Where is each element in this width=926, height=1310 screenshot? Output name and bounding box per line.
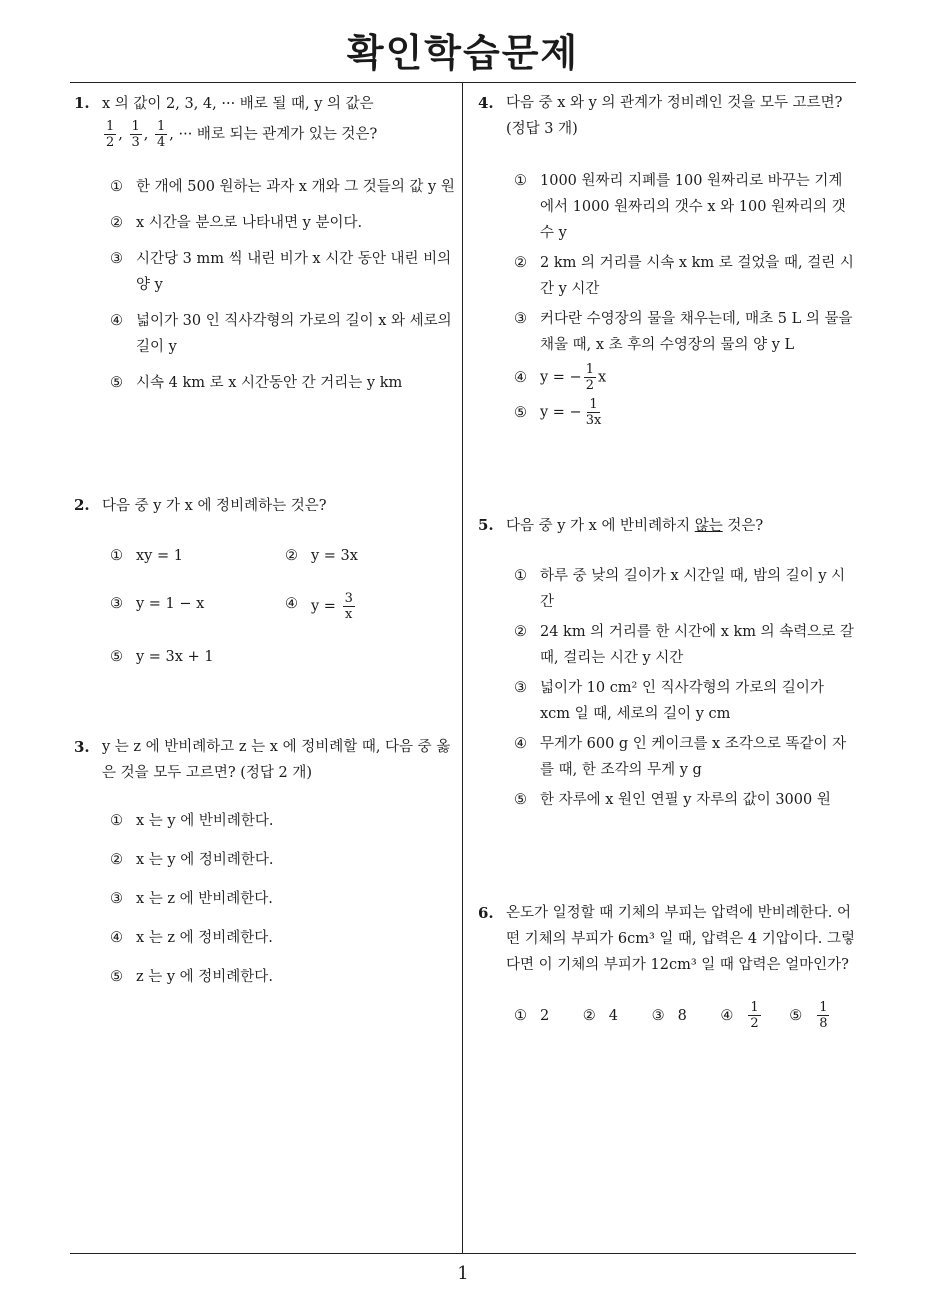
choice-5[interactable]: ⑤ 시속 4 km 로 x 시간동안 간 거리는 y km [110,375,403,391]
top-rule [70,82,856,83]
choice-1[interactable]: ① x 는 y 에 반비례한다. [110,813,274,829]
choice-3[interactable]: ③ 넓이가 10 cm² 인 직사각형의 가로의 길이가 xcm 일 때, 세로의 길이 y cm [514,680,824,722]
choice-3[interactable]: ③ y = 1 − x [110,596,205,612]
choices-row [514,1000,858,1031]
question-6-stem [478,900,858,978]
question-3-stem [74,734,456,786]
stem-text: 다음 중 y 가 x 에 정비례하는 것은? [102,498,327,514]
question-4 [478,90,854,432]
fraction: $\frac{1}{3}$ [131,119,140,150]
question-1-stem [74,90,456,117]
question-6 [478,900,858,1031]
fraction: $\frac{1}{8}$ [819,1000,828,1031]
choice-4[interactable]: ④ y = $\frac{3}{x}$ [285,591,353,622]
choice-3[interactable]: ③ 8 [651,1007,687,1024]
question-number: 2. [74,496,90,514]
fraction: $\frac{1}{3x}$ [585,397,602,428]
choice-4[interactable]: ④ 넓이가 30 인 직사각형의 가로의 길이 x 와 세로의 길이 y [110,313,452,355]
choice-2[interactable]: ② 24 km 의 거리를 한 시간에 x km 의 속력으로 갈 때, 걸리는 시간 y 시간 [514,624,854,666]
question-1 [74,90,456,406]
stem-text: x 의 값이 2, 3, 4, ··· 배로 될 때, y 의 값은 [102,96,374,112]
question-number: 4. [478,94,494,112]
stem-text: 다음 중 x 와 y 의 관계가 정비례인 것을 모두 고르면? (정답 3 개) [506,95,843,137]
choice-1[interactable]: ① 하루 중 낮의 길이가 x 시간일 때, 밤의 길이 y 시간 [514,568,846,610]
underlined-word: 않는 [694,518,723,534]
stem-text: , ··· 배로 되는 관계가 있는 것은? [169,126,378,143]
choice-1[interactable]: ① 1000 원짜리 지폐를 100 원짜리로 바꾸는 기계에서 1000 원짜리의 갯수 x 와 100 원짜리의 갯수 y [514,173,846,241]
choice-2[interactable]: ② y = 3x [285,548,358,564]
choice-5[interactable]: ⑤ y = − $\frac{1}{3x}$ [514,397,602,428]
page-title: 확인학습문제 [346,31,580,75]
question-number: 3. [74,738,90,756]
choice-2[interactable]: ② 2 km 의 거리를 시속 x km 로 걸었을 때, 걸린 시간 y 시간 [514,255,854,297]
fraction: $\frac{1}{2}$ [106,119,115,150]
choice-2[interactable]: ② x 는 y 에 정비례한다. [110,852,274,868]
question-4-stem [478,90,854,142]
stem-text: 다음 중 y 가 x 에 반비례하지 [506,518,691,534]
question-number: 1. [74,94,90,112]
stem-text: 온도가 일정할 때 기체의 부피는 압력에 반비례한다. 어떤 기체의 부피가 6cm³ 일 때, 압력은 4 기압이다. 그렇다면 이 기체의 부피가 12cm³ 일 때 압력은 얼마인가? [506,905,855,973]
stem-text: y 는 z 에 반비례하고 z 는 x 에 정비례할 때, 다음 중 옳은 것을 모두 고르면? (정답 2 개) [102,739,451,781]
question-2-stem [74,492,456,519]
choice-4[interactable]: ④ $\frac{1}{2}$ [720,1000,759,1031]
choice-5[interactable]: ⑤ y = 3x + 1 [110,649,214,665]
choice-1[interactable]: ① xy = 1 [110,548,183,564]
bottom-rule [70,1253,856,1254]
question-2 [74,492,456,680]
fraction: $\frac{1}{2}$ [585,362,594,393]
choice-5[interactable]: ⑤ 한 자루에 x 원인 연필 y 자루의 값이 3000 원 [514,792,831,808]
fraction: $\frac{1}{4}$ [157,119,166,150]
choice-1[interactable]: ① 한 개에 500 원하는 과자 x 개와 그 것들의 값 y 원 [110,179,455,195]
choice-4[interactable]: ④ x 는 z 에 정비례한다. [110,930,273,946]
choice-3[interactable]: ③ x 는 z 에 반비례한다. [110,891,273,907]
choice-3[interactable]: ③ 커다란 수영장의 물을 채우는데, 매초 5 L 의 물을 채울 때, x 초 후의 수영장의 물의 양 y L [514,311,853,353]
question-5-stem [478,512,854,539]
question-number: 6. [478,904,494,922]
question-3 [74,734,456,1003]
choice-2[interactable]: ② 4 [582,1007,619,1024]
choice-1[interactable]: ① 2 [514,1007,550,1024]
question-1-stem-cont: $\frac{1}{2}$ , $\frac{1}{3}$ , $\frac{1}{4}$ , ··· 배로 되는 관계가 있는 것은? [106,119,378,150]
column-divider [462,82,463,1254]
question-number: 5. [478,516,494,534]
choice-2[interactable]: ② x 시간을 분으로 나타내면 y 분이다. [110,215,363,231]
page-number: 1 [457,1263,469,1284]
stem-text: 것은? [727,518,764,534]
choice-5[interactable]: ⑤ z 는 y 에 정비례한다. [110,969,273,985]
fraction: $\frac{3}{x}$ [344,591,353,622]
fraction: $\frac{1}{2}$ [750,1000,759,1031]
choice-4[interactable]: ④ 무게가 600 g 인 케이크를 x 조각으로 똑같이 자를 때, 한 조각의 무게 y g [514,736,847,778]
choice-3[interactable]: ③ 시간당 3 mm 씩 내린 비가 x 시간 동안 내린 비의 양 y [110,251,452,293]
choice-4[interactable]: ④ y = − $\frac{1}{2}$ x [514,362,607,393]
choice-5[interactable]: ⑤ $\frac{1}{8}$ [789,1000,828,1031]
question-5 [478,512,854,817]
